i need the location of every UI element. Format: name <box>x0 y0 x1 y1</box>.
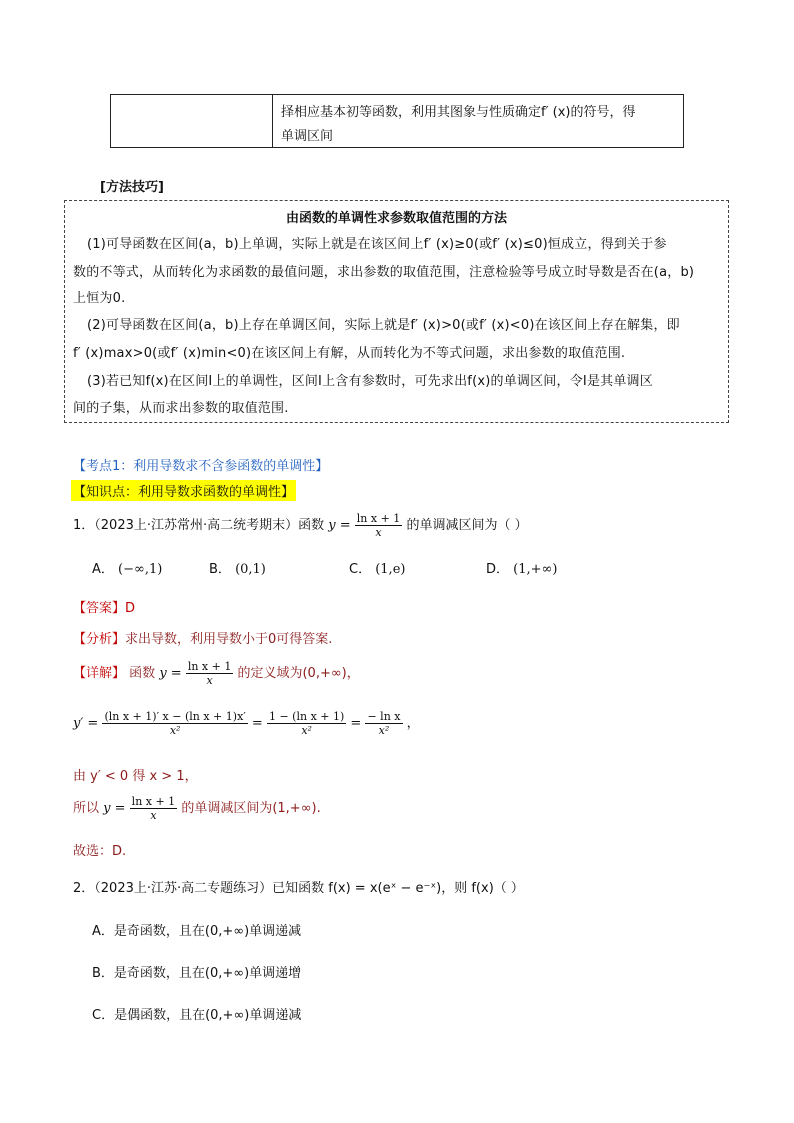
question-1-suffix: 的单调减区间为（ ） <box>406 518 528 533</box>
fraction-numerator: ln x + 1 <box>131 795 176 808</box>
detail-y: y = <box>159 666 182 681</box>
method-box-title: 由函数的单调性求参数取值范围的方法 <box>285 211 507 226</box>
equals-sign: = <box>350 716 362 731</box>
detail-fraction <box>186 660 234 687</box>
option-b-value: (0,1) <box>235 562 266 577</box>
option-c-value: (1,e) <box>375 562 406 577</box>
method-line-1: (1)可导函数在区间(a，b)上单调，实际上就是在该区间上f′ (x)≥0(或f′ (x)≤0)恒成立，得到关于参 <box>87 237 667 252</box>
step-2 <box>73 795 321 822</box>
method-line-4: (2)可导函数在区间(a，b)上存在单调区间，实际上就是f′ (x)>0(或f′ (x)<0)在该区间上存在解集，即 <box>87 318 680 333</box>
derivative-fraction-1 <box>102 710 247 737</box>
option-a[interactable] <box>92 558 162 577</box>
question-1-stem <box>73 512 528 539</box>
question-2-stem: 2．（2023上·江苏·高二专题练习）已知函数 f(x) = x(eˣ − e⁻ˣ)，则 f(x)（ ） <box>73 881 524 896</box>
answer-line <box>73 597 135 616</box>
option-a-value: (−∞,1) <box>118 562 163 577</box>
table-divider <box>272 95 273 147</box>
question-1-y: y = <box>328 518 351 533</box>
fraction-denominator: x² <box>378 724 390 737</box>
analysis-line <box>73 628 332 647</box>
fraction-numerator: 1 − (ln x + 1) <box>268 710 345 723</box>
step-1: 由 y′ < 0 得 x > 1， <box>73 769 198 784</box>
method-box <box>64 200 729 423</box>
step-2-y: y = <box>103 801 126 816</box>
method-line-2: 数的不等式，从而转化为求函数的最值问题，求出参数的取值范围，注意检验等号成立时导数是否在(a，b) <box>73 265 695 280</box>
fraction-numerator: (ln x + 1)′ x − (ln x + 1)x′ <box>104 710 246 723</box>
method-heading: [方法技巧] <box>100 180 164 195</box>
derivative-end: ， <box>406 716 420 731</box>
table-text-line-1: 择相应基本初等函数，利用其图象与性质确定f′ (x)的符号，得 <box>281 105 636 120</box>
option-b-label: B． <box>209 562 231 577</box>
analysis-text: 求出导数，利用导数小于0可得答案. <box>125 632 333 647</box>
fraction-denominator: x <box>150 809 157 822</box>
answer-tag: 【答案】 <box>73 601 126 616</box>
question-1-prefix: 1．（2023上·江苏常州·高二统考期末）函数 <box>73 518 325 533</box>
derivative-fraction-2 <box>267 710 346 737</box>
derivative-fraction-3 <box>365 710 402 737</box>
kaodian-heading: 【考点1：利用导数求不含参函数的单调性】 <box>73 459 329 474</box>
zhishi-heading: 【知识点：利用导数求函数的单调性】 <box>71 480 296 501</box>
derivative-line <box>73 710 420 737</box>
step-2-fraction <box>130 795 178 822</box>
equals-sign: = <box>251 716 263 731</box>
q2-option-c[interactable]: C．是偶函数，且在(0,+∞)单调递减 <box>92 1008 302 1023</box>
method-line-5: f′ (x)max>0(或f′ (x)min<0)在该区间上有解，从而转化为不等式问题，求出参数的取值范围. <box>73 346 626 361</box>
option-a-label: A． <box>92 562 114 577</box>
question-1-fraction <box>355 512 403 539</box>
option-d[interactable] <box>486 558 557 577</box>
fraction-denominator: x <box>206 674 213 687</box>
table-text-line-2: 单调区间 <box>281 129 334 144</box>
q2-option-a[interactable]: A．是奇函数，且在(0,+∞)单调递减 <box>92 924 302 939</box>
detail-tag: 【详解】 <box>73 666 126 681</box>
fraction-denominator: x² <box>169 724 181 737</box>
fraction-denominator: x <box>375 526 382 539</box>
detail-line <box>73 660 360 687</box>
step-2-pre: 所以 <box>73 801 100 816</box>
derivative-lhs: y′ = <box>73 716 99 731</box>
option-c-label: C． <box>349 562 372 577</box>
method-line-6: (3)若已知f(x)在区间I上的单调性，区间I上含有参数时，可先求出f(x)的单调区间，令I是其单调区 <box>87 374 653 389</box>
choose-line: 故选：D. <box>73 844 127 859</box>
method-line-3: 上恒为0. <box>73 291 126 306</box>
fraction-denominator: x² <box>301 724 312 737</box>
fraction-numerator: − ln x <box>367 710 401 723</box>
analysis-tag: 【分析】 <box>73 632 126 647</box>
option-d-label: D． <box>486 562 510 577</box>
detail-pre: 函数 <box>129 666 156 681</box>
fraction-numerator: ln x + 1 <box>187 660 232 673</box>
top-table <box>110 94 684 148</box>
answer-value: D <box>125 601 136 616</box>
q2-option-b[interactable]: B．是奇函数，且在(0,+∞)单调递增 <box>92 966 302 981</box>
fraction-numerator: ln x + 1 <box>356 512 401 525</box>
method-line-7: 间的子集，从而求出参数的取值范围. <box>73 401 289 416</box>
option-d-value: (1,+∞) <box>513 562 558 577</box>
detail-post: 的定义域为(0,+∞)， <box>237 666 360 681</box>
option-b[interactable] <box>209 558 266 577</box>
step-2-post: 的单调减区间为(1,+∞). <box>181 801 321 816</box>
option-c[interactable] <box>349 558 405 577</box>
